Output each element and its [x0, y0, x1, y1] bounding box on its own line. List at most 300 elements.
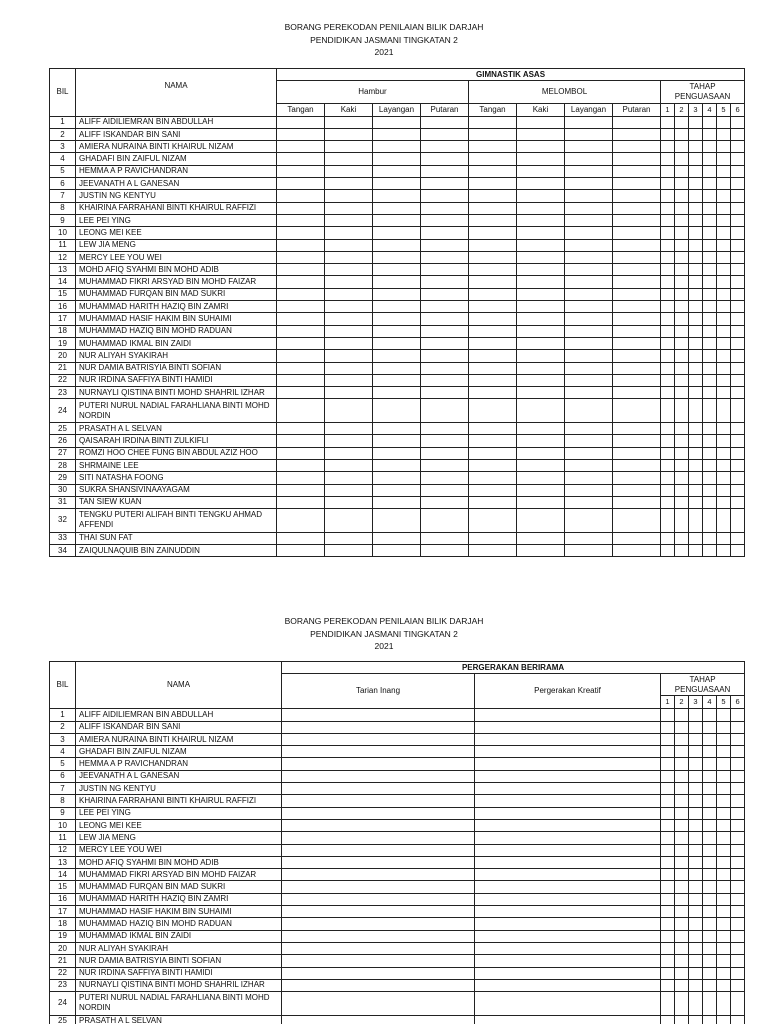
score-cell — [282, 783, 475, 795]
score-cell — [277, 532, 325, 544]
score-cell — [717, 709, 731, 721]
score-cell — [325, 399, 373, 423]
score-cell — [565, 202, 613, 214]
score-cell — [689, 264, 703, 276]
score-cell — [675, 484, 689, 496]
score-cell — [277, 435, 325, 447]
student-row — [50, 881, 745, 893]
level-4: 4 — [703, 104, 717, 116]
score-cell — [421, 399, 469, 423]
score-cell — [731, 869, 745, 881]
score-cell — [565, 178, 613, 190]
score-cell — [282, 979, 475, 991]
score-cell — [661, 141, 675, 153]
score-cell — [661, 869, 675, 881]
score-cell — [689, 979, 703, 991]
score-cell — [475, 942, 661, 954]
score-cell — [325, 301, 373, 313]
score-cell — [703, 141, 717, 153]
student-row — [50, 484, 745, 496]
student-row — [50, 374, 745, 386]
score-cell — [675, 544, 689, 556]
score-cell — [703, 807, 717, 819]
score-cell — [517, 128, 565, 140]
score-cell — [689, 374, 703, 386]
score-cell — [731, 190, 745, 202]
score-cell — [717, 979, 731, 991]
score-cell — [703, 881, 717, 893]
score-cell — [689, 214, 703, 226]
score-cell — [325, 435, 373, 447]
score-cell — [517, 484, 565, 496]
score-cell — [469, 165, 517, 177]
score-cell — [282, 819, 475, 831]
score-cell — [517, 362, 565, 374]
score-cell — [517, 459, 565, 471]
score-cell — [469, 264, 517, 276]
score-cell — [717, 423, 731, 435]
student-row — [50, 967, 745, 979]
score-cell — [703, 509, 717, 533]
score-cell — [469, 153, 517, 165]
score-cell — [675, 472, 689, 484]
student-number: 9 — [50, 807, 76, 819]
score-cell — [675, 325, 689, 337]
score-cell — [613, 472, 661, 484]
student-row — [50, 832, 745, 844]
score-cell — [373, 227, 421, 239]
student-name: MUHAMMAD IKMAL BIN ZAIDI — [76, 337, 277, 349]
score-cell — [703, 350, 717, 362]
score-cell — [613, 178, 661, 190]
score-cell — [277, 190, 325, 202]
score-cell — [325, 239, 373, 251]
student-number: 7 — [50, 783, 76, 795]
score-cell — [373, 239, 421, 251]
score-cell — [517, 239, 565, 251]
student-name: KHAIRINA FARRAHANI BINTI KHAIRUL RAFFIZI — [76, 202, 277, 214]
student-number: 6 — [50, 770, 76, 782]
score-cell — [282, 992, 475, 1016]
score-cell — [517, 178, 565, 190]
student-number: 22 — [50, 374, 76, 386]
score-cell — [469, 435, 517, 447]
col-nama: NAMA — [76, 69, 277, 117]
student-row — [50, 1015, 745, 1024]
student-row — [50, 116, 745, 128]
score-cell — [325, 544, 373, 556]
score-cell — [661, 746, 675, 758]
level-6: 6 — [731, 696, 745, 709]
score-cell — [675, 496, 689, 508]
score-cell — [517, 288, 565, 300]
score-cell — [703, 313, 717, 325]
score-cell — [717, 930, 731, 942]
score-cell — [689, 447, 703, 459]
score-cell — [661, 992, 675, 1016]
score-cell — [282, 746, 475, 758]
student-number: 34 — [50, 544, 76, 556]
level-1: 1 — [661, 104, 675, 116]
score-cell — [675, 856, 689, 868]
sub-col-tangan: Tangan — [277, 104, 325, 116]
score-cell — [613, 141, 661, 153]
score-cell — [731, 758, 745, 770]
score-cell — [703, 893, 717, 905]
score-cell — [717, 881, 731, 893]
score-cell — [661, 459, 675, 471]
student-name: MUHAMMAD FIKRI ARSYAD BIN MOHD FAIZAR — [76, 276, 277, 288]
score-cell — [277, 544, 325, 556]
score-cell — [421, 202, 469, 214]
score-cell — [475, 869, 661, 881]
score-cell — [675, 770, 689, 782]
score-cell — [613, 544, 661, 556]
student-number: 13 — [50, 856, 76, 868]
score-cell — [373, 484, 421, 496]
score-cell — [675, 116, 689, 128]
score-cell — [661, 472, 675, 484]
score-cell — [282, 721, 475, 733]
score-cell — [565, 288, 613, 300]
student-name: KHAIRINA FARRAHANI BINTI KHAIRUL RAFFIZI — [76, 795, 282, 807]
score-cell — [717, 856, 731, 868]
score-cell — [731, 544, 745, 556]
student-row — [50, 795, 745, 807]
score-cell — [282, 893, 475, 905]
score-cell — [661, 856, 675, 868]
score-cell — [703, 288, 717, 300]
score-cell — [675, 165, 689, 177]
score-cell — [703, 178, 717, 190]
score-cell — [689, 165, 703, 177]
student-row — [50, 276, 745, 288]
student-name: MUHAMMAD FURQAN BIN MAD SUKRI — [76, 881, 282, 893]
score-cell — [703, 1015, 717, 1024]
score-cell — [689, 276, 703, 288]
student-number: 8 — [50, 795, 76, 807]
student-row — [50, 178, 745, 190]
score-cell — [703, 484, 717, 496]
score-cell — [565, 544, 613, 556]
student-row — [50, 313, 745, 325]
student-number: 29 — [50, 472, 76, 484]
col-bil: BIL — [50, 69, 76, 117]
score-cell — [565, 387, 613, 399]
score-cell — [565, 190, 613, 202]
level-3: 3 — [689, 104, 703, 116]
score-cell — [717, 350, 731, 362]
score-cell — [277, 276, 325, 288]
score-cell — [703, 709, 717, 721]
score-cell — [731, 783, 745, 795]
score-cell — [661, 955, 675, 967]
score-cell — [565, 423, 613, 435]
score-cell — [717, 544, 731, 556]
score-cell — [703, 472, 717, 484]
score-cell — [282, 955, 475, 967]
score-cell — [613, 435, 661, 447]
score-cell — [717, 251, 731, 263]
student-number: 17 — [50, 313, 76, 325]
score-cell — [421, 313, 469, 325]
student-row — [50, 869, 745, 881]
score-cell — [689, 459, 703, 471]
pergerakan-table — [49, 661, 745, 1024]
score-cell — [517, 435, 565, 447]
score-cell — [703, 459, 717, 471]
student-number: 3 — [50, 141, 76, 153]
score-cell — [469, 362, 517, 374]
score-cell — [475, 967, 661, 979]
score-cell — [689, 472, 703, 484]
score-cell — [282, 770, 475, 782]
score-cell — [731, 178, 745, 190]
score-cell — [689, 746, 703, 758]
score-cell — [613, 459, 661, 471]
score-cell — [689, 337, 703, 349]
score-cell — [717, 239, 731, 251]
score-cell — [325, 116, 373, 128]
student-name: JEEVANATH A L GANESAN — [76, 770, 282, 782]
score-cell — [613, 423, 661, 435]
sub-col-layangan: Layangan — [373, 104, 421, 116]
student-number: 12 — [50, 844, 76, 856]
section-header: GIMNASTIK ASAS — [277, 69, 745, 81]
score-cell — [717, 128, 731, 140]
score-cell — [282, 1015, 475, 1024]
score-cell — [675, 387, 689, 399]
student-name: GHADAFI BIN ZAIFUL NIZAM — [76, 746, 282, 758]
score-cell — [731, 301, 745, 313]
score-cell — [469, 214, 517, 226]
score-cell — [661, 435, 675, 447]
score-cell — [703, 239, 717, 251]
score-cell — [675, 819, 689, 831]
score-cell — [675, 881, 689, 893]
score-cell — [703, 819, 717, 831]
score-cell — [469, 313, 517, 325]
score-cell — [731, 979, 745, 991]
score-cell — [469, 459, 517, 471]
student-number: 14 — [50, 869, 76, 881]
score-cell — [421, 472, 469, 484]
score-cell — [565, 214, 613, 226]
score-cell — [469, 128, 517, 140]
score-cell — [661, 227, 675, 239]
score-cell — [475, 770, 661, 782]
score-cell — [717, 807, 731, 819]
score-cell — [731, 733, 745, 745]
score-cell — [517, 153, 565, 165]
score-cell — [661, 362, 675, 374]
score-cell — [325, 153, 373, 165]
score-cell — [731, 435, 745, 447]
score-cell — [613, 350, 661, 362]
level-4: 4 — [703, 696, 717, 709]
score-cell — [613, 251, 661, 263]
score-cell — [469, 325, 517, 337]
student-name: ALIFF AIDILIEMRAN BIN ABDULLAH — [76, 709, 282, 721]
score-cell — [731, 288, 745, 300]
score-cell — [373, 301, 421, 313]
score-cell — [469, 387, 517, 399]
student-number: 15 — [50, 288, 76, 300]
score-cell — [703, 746, 717, 758]
score-cell — [689, 423, 703, 435]
score-cell — [325, 496, 373, 508]
score-cell — [661, 930, 675, 942]
score-cell — [517, 141, 565, 153]
student-row — [50, 153, 745, 165]
score-cell — [717, 758, 731, 770]
score-cell — [731, 128, 745, 140]
score-cell — [517, 301, 565, 313]
student-number: 13 — [50, 264, 76, 276]
score-cell — [675, 1015, 689, 1024]
score-cell — [469, 337, 517, 349]
student-name: QAISARAH IRDINA BINTI ZULKIFLI — [76, 435, 277, 447]
score-cell — [565, 325, 613, 337]
score-cell — [565, 399, 613, 423]
score-cell — [731, 1015, 745, 1024]
score-cell — [565, 239, 613, 251]
student-row — [50, 856, 745, 868]
student-name: ROMZI HOO CHEE FUNG BIN ABDUL AZIZ HOO — [76, 447, 277, 459]
score-cell — [325, 374, 373, 386]
score-cell — [717, 227, 731, 239]
score-cell — [421, 190, 469, 202]
score-cell — [517, 251, 565, 263]
score-cell — [703, 447, 717, 459]
score-cell — [469, 202, 517, 214]
student-name: MUHAMMAD HASIF HAKIM BIN SUHAIMI — [76, 906, 282, 918]
score-cell — [689, 856, 703, 868]
score-cell — [613, 362, 661, 374]
student-row — [50, 190, 745, 202]
score-cell — [731, 153, 745, 165]
student-row — [50, 906, 745, 918]
score-cell — [689, 153, 703, 165]
score-cell — [661, 337, 675, 349]
score-cell — [703, 362, 717, 374]
score-cell — [717, 906, 731, 918]
student-number: 23 — [50, 387, 76, 399]
score-cell — [717, 178, 731, 190]
student-name: NURNAYLI QISTINA BINTI MOHD SHAHRIL IZHAR — [76, 979, 282, 991]
score-cell — [282, 795, 475, 807]
score-cell — [277, 337, 325, 349]
score-cell — [565, 374, 613, 386]
score-cell — [731, 423, 745, 435]
score-cell — [565, 264, 613, 276]
score-cell — [689, 918, 703, 930]
score-cell — [475, 856, 661, 868]
score-cell — [675, 153, 689, 165]
score-cell — [277, 264, 325, 276]
score-cell — [325, 251, 373, 263]
student-row — [50, 472, 745, 484]
student-number: 7 — [50, 190, 76, 202]
student-number: 6 — [50, 178, 76, 190]
score-cell — [675, 930, 689, 942]
score-cell — [475, 783, 661, 795]
score-cell — [325, 202, 373, 214]
score-cell — [689, 906, 703, 918]
score-cell — [613, 190, 661, 202]
score-cell — [689, 288, 703, 300]
form1-header — [0, 21, 768, 59]
score-cell — [469, 350, 517, 362]
tahap-penguasaan-header: TAHAP PENGUASAAN — [661, 674, 745, 696]
score-cell — [373, 362, 421, 374]
score-cell — [475, 955, 661, 967]
student-row — [50, 733, 745, 745]
score-cell — [661, 165, 675, 177]
score-cell — [373, 337, 421, 349]
score-cell — [703, 337, 717, 349]
student-number: 31 — [50, 496, 76, 508]
score-cell — [731, 856, 745, 868]
score-cell — [661, 881, 675, 893]
score-cell — [731, 918, 745, 930]
score-cell — [675, 955, 689, 967]
student-name: LEONG MEI KEE — [76, 819, 282, 831]
score-cell — [689, 893, 703, 905]
student-name: HEMMA A P RAVICHANDRAN — [76, 758, 282, 770]
student-name: MERCY LEE YOU WEI — [76, 251, 277, 263]
score-cell — [689, 350, 703, 362]
score-cell — [675, 264, 689, 276]
score-cell — [731, 387, 745, 399]
score-cell — [325, 325, 373, 337]
student-number: 24 — [50, 399, 76, 423]
score-cell — [469, 472, 517, 484]
score-cell — [277, 374, 325, 386]
student-name: LEE PEI YING — [76, 214, 277, 226]
student-number: 32 — [50, 509, 76, 533]
student-name: GHADAFI BIN ZAIFUL NIZAM — [76, 153, 277, 165]
student-name: JUSTIN NG KENTYU — [76, 783, 282, 795]
score-cell — [675, 532, 689, 544]
score-cell — [689, 721, 703, 733]
score-cell — [703, 435, 717, 447]
student-row — [50, 387, 745, 399]
score-cell — [661, 153, 675, 165]
form-subtitle: PENDIDIKAN JASMANI TINGKATAN 2 — [310, 34, 458, 45]
score-cell — [517, 399, 565, 423]
score-cell — [325, 313, 373, 325]
student-name: MUHAMMAD HAZIQ BIN MOHD RADUAN — [76, 918, 282, 930]
student-name: LEW JIA MENG — [76, 239, 277, 251]
score-cell — [731, 906, 745, 918]
score-cell — [613, 337, 661, 349]
tahap-penguasaan-header: TAHAP PENGUASAAN — [661, 81, 745, 104]
score-cell — [613, 165, 661, 177]
score-cell — [325, 288, 373, 300]
score-cell — [731, 399, 745, 423]
score-cell — [277, 484, 325, 496]
score-cell — [717, 337, 731, 349]
score-cell — [731, 967, 745, 979]
student-name: MUHAMMAD HASIF HAKIM BIN SUHAIMI — [76, 313, 277, 325]
score-cell — [517, 190, 565, 202]
score-cell — [277, 239, 325, 251]
sub-col-putaran: Putaran — [613, 104, 661, 116]
score-cell — [661, 484, 675, 496]
student-row — [50, 325, 745, 337]
student-number: 10 — [50, 819, 76, 831]
